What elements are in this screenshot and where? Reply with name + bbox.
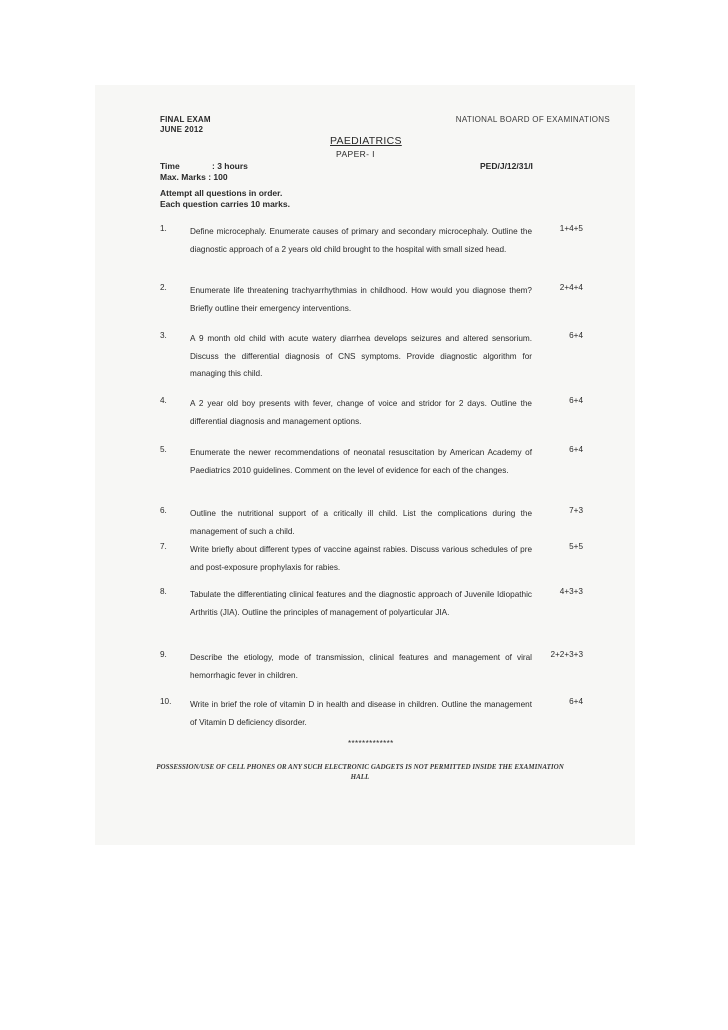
question-text: Enumerate life threatening trachyarrhythmias in childhood. How would you diagnose them? Briefly outline their emergency interventions.	[190, 286, 532, 313]
question-marks: 5+5	[569, 542, 583, 551]
question-marks: 6+4	[569, 445, 583, 454]
question-text: Outline the nutritional support of a critically ill child. List the complications during the management of such a child.	[190, 509, 532, 536]
instruction-line: Attempt all questions in order.	[160, 188, 283, 198]
question-text: Tabulate the differentiating clinical features and the diagnostic approach of Juvenile Idiopathic Arthritis (JIA). Outline the principles of management of polyarticular JIA.	[190, 590, 532, 617]
max-marks: Max. Marks : 100	[160, 172, 228, 182]
exam-header-left	[160, 115, 211, 135]
time-label: Time	[160, 161, 180, 171]
question-number: 8.	[160, 587, 167, 596]
board-name: NATIONAL BOARD OF EXAMINATIONS	[455, 115, 610, 124]
question-marks: 2+2+3+3	[550, 650, 583, 659]
question-number: 4.	[160, 396, 167, 405]
exam-type: FINAL EXAM	[160, 115, 211, 124]
paper-number: PAPER- I	[336, 149, 375, 159]
exam-paper	[156, 110, 610, 810]
question-text: Enumerate the newer recommendations of neonatal resuscitation by American Academy of Paediatrics 2010 guidelines. Comment on the level of evidence for each of the changes.	[190, 448, 532, 475]
question-number: 5.	[160, 445, 167, 454]
end-separator: *************	[348, 739, 394, 748]
question-number: 7.	[160, 542, 167, 551]
question-marks: 2+4+4	[559, 283, 583, 292]
question-marks: 4+3+3	[559, 587, 583, 596]
question-text: Write in brief the role of vitamin D in health and disease in children. Outline the management of Vitamin D deficiency disorder.	[190, 700, 532, 727]
question-text: A 2 year old boy presents with fever, change of voice and stridor for 2 days. Outline the differential diagnosis and management options.	[190, 399, 532, 426]
paper-code: PED/J/12/31/I	[480, 161, 533, 171]
question-marks: 1+4+5	[559, 224, 583, 233]
question-text: Define microcephaly. Enumerate causes of primary and secondary microcephaly. Outline the diagnostic approach of a 2 years old child brought to the hospital with small sized head.	[190, 227, 532, 254]
question-text: Write briefly about different types of vaccine against rabies. Discuss various schedules of pre and post-exposure prophylaxis for rabies.	[190, 545, 532, 572]
exam-session: JUNE 2012	[160, 125, 204, 134]
instruction-line: Each question carries 10 marks.	[160, 199, 290, 210]
question-marks: 6+4	[569, 697, 583, 706]
question-number: 1.	[160, 224, 167, 233]
question-text: Describe the etiology, mode of transmission, clinical features and management of viral hemorrhagic fever in children.	[190, 653, 532, 680]
question-number: 2.	[160, 283, 167, 292]
question-number: 10.	[160, 697, 172, 706]
question-marks: 6+4	[569, 396, 583, 405]
question-marks: 6+4	[569, 331, 583, 340]
question-number: 9.	[160, 650, 167, 659]
time-value: : 3 hours	[212, 161, 248, 171]
question-number: 6.	[160, 506, 167, 515]
footer-notice: POSSESSION/USE OF CELL PHONES OR ANY SUCH ELECTRONIC GADGETS IS NOT PERMITTED INSIDE THE EXAMINATION HALL	[156, 763, 564, 781]
question-number: 3.	[160, 331, 167, 340]
subject-title: PAEDIATRICS	[330, 135, 402, 147]
question-marks: 7+3	[569, 506, 583, 515]
instructions	[160, 188, 290, 211]
question-text: A 9 month old child with acute watery diarrhea develops seizures and altered sensorium. Discuss the differential diagnosis of CNS symptoms. Provide diagnostic algorithm for managing this child.	[190, 334, 532, 378]
